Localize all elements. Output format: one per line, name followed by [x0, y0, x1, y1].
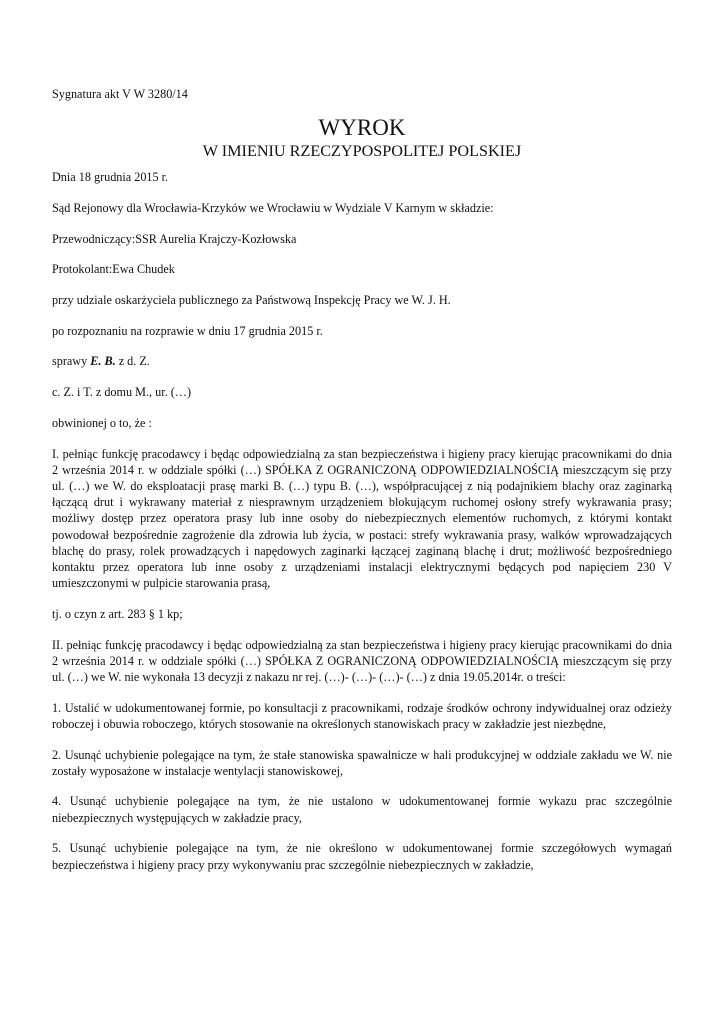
case-suffix: z d. Z.: [115, 354, 150, 369]
charge-1: I. pełniąc funkcję pracodawcy i będąc odpowiedzialną za stan bezpieczeństwa i higieny pracy kierując pracownikami do dnia 2 września 2014 r. w oddziale spółki (…) SPÓŁKA Z OGRANICZONĄ ODPOWIEDZIALNOŚCIĄ mieszczącym się przy ul. (…) we W. do eksploatacji prasę marki B. (…) typu B. (…), współpracującej z nią podajnikiem blachy oraz zaginarką łączącą drut i wykrawany materiał z niesprawnym urządzeniem blokującym ruchomej osłony strefy wykrawania prasy; możliwy dostęp przez operatora prasy lub inne osoby do niebezpiecznych elementów ruchomych, z którymi kontakt powodował bezpośrednie zagrożenie dla zdrowia lub życia, w postaci: strefy wykrawania prasy, walków wprowadzających blachę do prasy, rolek prowadzących i napędowych zaginarki łączącej zaginaną blachę i drut; możliwość bezpośredniego kontaktu przez operatora lub inne osoby z urządzeniami instalacji elektrycznymi będących pod napięciem 230 V umieszczonymi w pulpicie starowania prasą,: [52, 446, 672, 591]
order-item-5: 5. Usunąć uchybienie polegające na tym, że nie określono w udokumentowanej formie szczegółowych wymagań bezpieczeństwa i higieny pracy przy wykonywaniu prac szczególnie niebezpiecznych w zakładzie,: [52, 841, 672, 872]
order-item-4: 4. Usunąć uchybienie polegające na tym, że nie ustalono w udokumentowanej formie wykazu prac szczególnie niebezpiecznych występujących w zakładzie pracy,: [52, 794, 672, 825]
judgment-date: Dnia 18 grudnia 2015 r.: [52, 170, 169, 185]
presiding-judge: Przewodniczący:SSR Aurelia Krajczy-Kozłowska: [52, 231, 297, 246]
order-item-1: 1. Ustalić w udokumentowanej formie, po konsultacji z pracownikami, rodzaje środków ochrony indywidualnej oraz odzieży roboczej i obuwia roboczego, których stosowanie na określonych stanowiskach pracy w zakładzie jest niezbędne,: [52, 700, 672, 731]
order-item-2: 2. Usunąć uchybienie polegające na tym, że stałe stanowiska spawalnicze w hali produkcyjnej w oddziale zakładu we W. nie zostały wyposażone w instalacje wentylacji stanowiskowej,: [52, 747, 672, 778]
defendant-parents: c. Z. i T. z domu M., ur. (…): [52, 385, 192, 400]
hearing-date: po rozpoznaniu na rozprawie w dniu 17 grudnia 2015 r.: [52, 323, 323, 338]
charge-2: II. pełniąc funkcję pracodawcy i będąc odpowiedzialną za stan bezpieczeństwa i higieny pracy kierując pracownikami do dnia 2 września 2014 r. w oddziale spółki (…) SPÓŁKA Z OGRANICZONĄ ODPOWIEDZIALNOŚCIĄ mieszczącym się przy ul. (…) we W. nie wykonała 13 decyzji z nakazu nr rej. (…)- (…)- (…)- (…) z dnia 19.05.2014r. o treści:: [52, 637, 672, 684]
judgment-title: WYROK: [318, 115, 406, 141]
judgment-subtitle: W IMIENIU RZECZYPOSPOLITEJ POLSKIEJ: [202, 142, 522, 161]
legal-qualification-1: tj. o czyn z art. 283 § 1 kp;: [52, 606, 183, 621]
public-prosecutor: przy udziale oskarżyciela publicznego za Państwową Inspekcję Pracy we W. J. H.: [52, 293, 451, 308]
judgment-document: [52, 86, 672, 887]
charged-intro: obwinionej o to, że :: [52, 415, 152, 430]
defendant-name: E. B.: [90, 354, 116, 369]
case-prefix: sprawy: [52, 354, 91, 369]
court-composition: Sąd Rejonowy dla Wrocławia-Krzyków we Wrocławiu w Wydziale V Karnym w składzie:: [52, 200, 494, 215]
case-signature: Sygnatura akt V W 3280/14: [52, 87, 188, 101]
case-of: [52, 353, 672, 369]
court-clerk: Protokolant:Ewa Chudek: [52, 262, 175, 277]
